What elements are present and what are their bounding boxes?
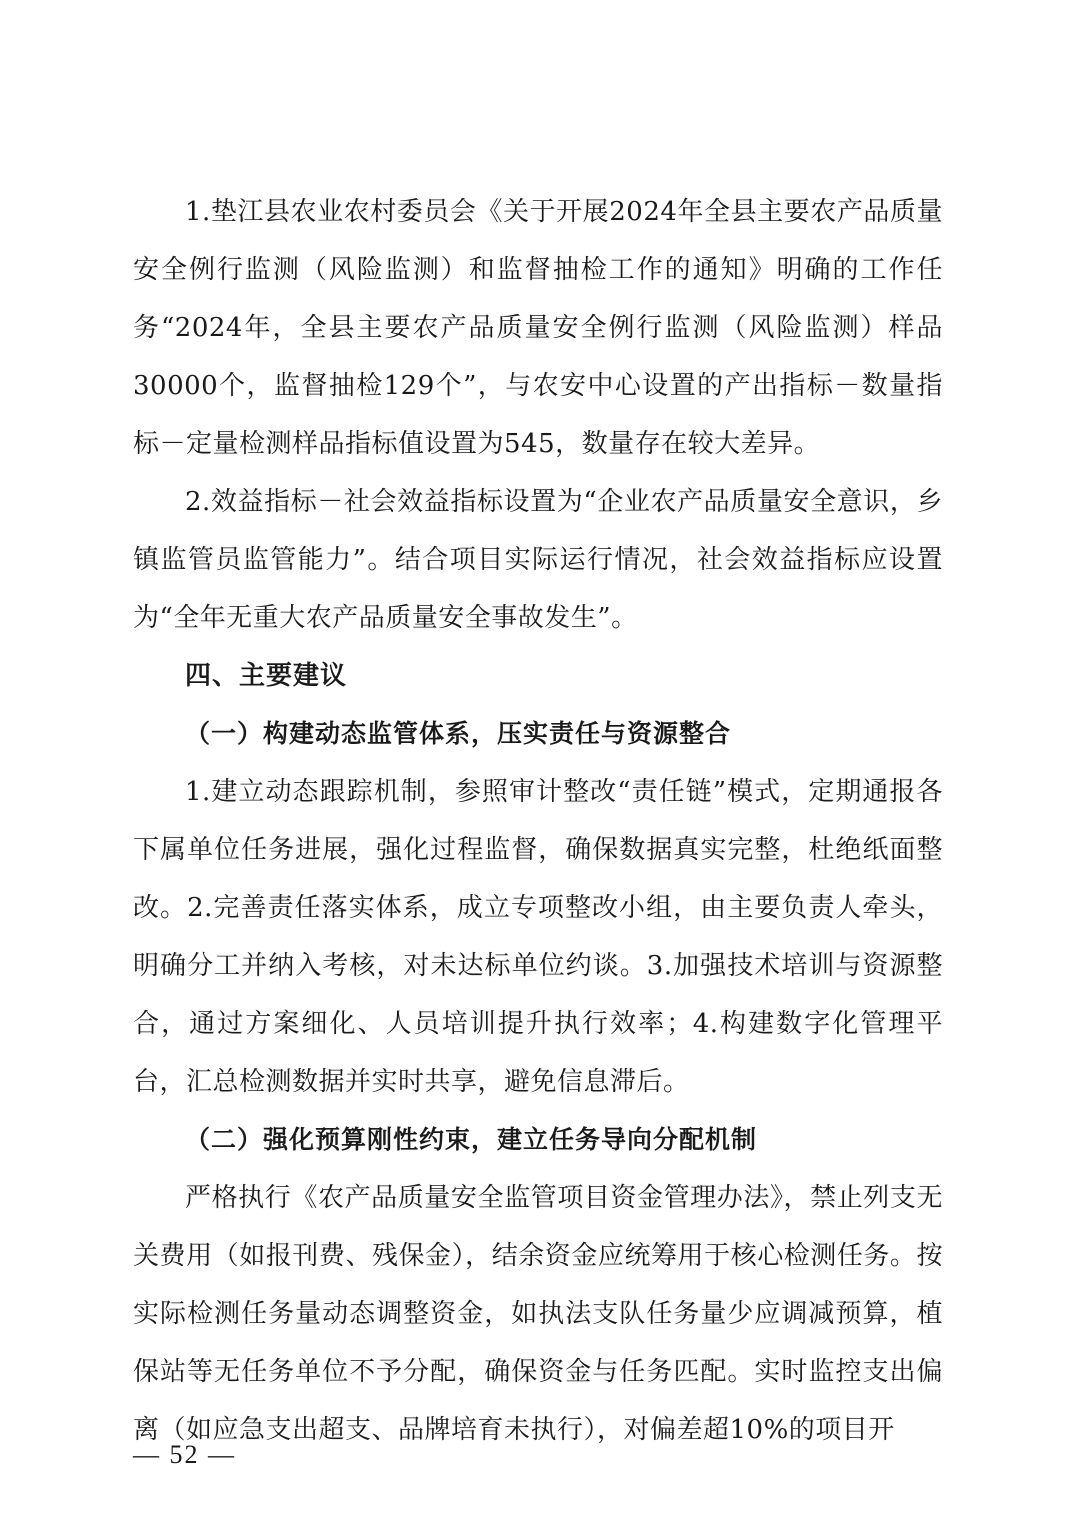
- page-number: — 52 —: [133, 1440, 236, 1469]
- body-text: [133, 183, 943, 1459]
- paragraph-monitoring-target: 1.垫江县农业农村委员会《关于开展2024年全县主要农产品质量安全例行监测（风险监测）和监督抽检工作的通知》明确的工作任务“2024年，全县主要农产品质量安全例行监测（风险监测）样品30000个，监督抽检129个”，与农安中心设置的产出指标－数量指标－定量检测样品指标值设置为545，数量存在较大差异。: [133, 197, 943, 459]
- paragraph-fund-management: 严格执行《农产品质量安全监管项目资金管理办法》，禁止列支无关费用（如报刊费、残保金），结余资金应统筹用于核心检测任务。按实际检测任务量动态调整资金，如执法支队任务量少应调减预算，植保站等无任务单位不予分配，确保资金与任务匹配。实时监控支出偏离（如应急支出超支、品牌培育未执行），对偏差超10%的项目开: [133, 1183, 943, 1445]
- subheading-dynamic-supervision: （一）构建动态监管体系，压实责任与资源整合: [185, 719, 732, 748]
- subheading-budget-constraint: （二）强化预算刚性约束，建立任务导向分配机制: [185, 1125, 758, 1154]
- paragraph-benefit-indicator: 2.效益指标－社会效益指标设置为“企业农产品质量安全意识，乡镇监管员监管能力”。结合项目实际运行情况，社会效益指标应设置为“全年无重大农产品质量安全事故发生”。: [133, 487, 943, 633]
- section-heading-recommendations: 四、主要建议: [185, 661, 348, 691]
- paragraph-dynamic-tracking: 1.建立动态跟踪机制，参照审计整改“责任链”模式，定期通报各下属单位任务进展，强化过程监督，确保数据真实完整，杜绝纸面整改。2.完善责任落实体系，成立专项整改小组，由主要负责人牵头，明确分工并纳入考核，对未达标单位约谈。3.加强技术培训与资源整合，通过方案细化、人员培训提升执行效率；4.构建数字化管理平台，汇总检测数据并实时共享，避免信息滞后。: [133, 777, 943, 1097]
